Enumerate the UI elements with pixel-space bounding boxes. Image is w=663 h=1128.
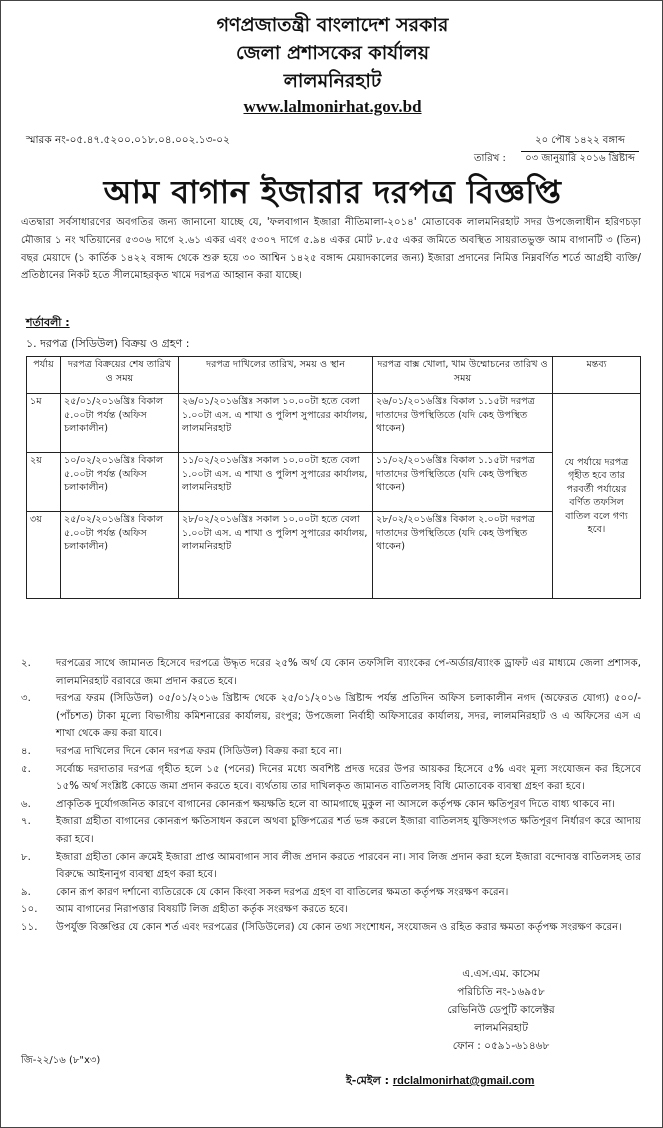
item-number: ৬.: [21, 798, 31, 810]
list-item: [21, 743, 641, 761]
item-number: ৩.: [21, 693, 31, 705]
list-item: [21, 690, 641, 743]
schedule-table: [26, 356, 641, 599]
item-text: ইজারা গ্রহীতা বাগানের কোনরূপ ক্ষতিসাধন করলে অথবা চুক্তিপত্রের শর্ত ভঙ্গ করলে ইজারা বাতিলসহ যুক্তিসংগত ক্ষতিপূরণ নির্ধারণ করে আদায় করা হবে।: [56, 816, 641, 845]
col-header-submit: দরপত্র দাখিলের তারিখ, সময় ও স্থান: [179, 357, 373, 394]
item-text: ইজারা গ্রহীতা কোন ক্রমেই ইজারা প্রাপ্ত আমবাগান সাব লীজ প্রদান করতে পারবেন না। সাব লিজ প্রদান করা হলে ইজারা বন্দোবস্ত বাতিলসহ তার বিরুদ্ধে আইনানুগ ব্যবস্থা গ্রহণ করা হবে।: [56, 851, 641, 881]
list-item: [21, 761, 641, 796]
print-reference: জি-২২/১৬ (৮"x৩): [21, 1055, 101, 1066]
item-number: ১০.: [21, 904, 38, 916]
list-item: [21, 919, 641, 937]
item-number: ২.: [21, 658, 31, 669]
notice-title: আম বাগান ইজারার দরপত্র বিজ্ঞপ্তি: [103, 173, 562, 211]
date-english: ০৩ জানুয়ারি ২০১৬ খ্রিষ্টাব্দ: [525, 153, 635, 164]
item-text: দরপত্র দাখিলের দিনে কোন দরপত্র ফরম (সিডিউল) বিক্রয় করা হবে না।: [56, 745, 342, 757]
sale-cell: ১০/০২/২০১৬খ্রিঃ বিকাল ৫.০০টা পর্যন্ত (অফিস চলাকালীন): [61, 453, 179, 512]
item-text: সর্বোচ্চ দরদাতার দরপত্র গৃহীত হলে ১৫ (পনের) দিনের মধ্যে অবশিষ্ট প্রদত্ত দরের উপর আয়কর হিসেবে ৫% এবং মূল্য সংযোজন কর হিসেবে ১৫% অর্থ সংশ্লিষ্ট কোডে জমা প্রদান করতে হবে। ব্যর্থতায় তার দাখিলকৃত জামানত বাতিলসহ বিধি মোতাবেক ব্যবস্থা গ্রহণ করা হবে।: [56, 763, 641, 793]
item-text: দরপত্র ফরম (সিডিউল) ০৫/০১/২০১৬ খ্রিষ্টাব্দ থেকে ২৫/০১/২০১৬ খ্রিষ্টাব্দ পর্যন্ত প্রতিদিন অফিস চলাকালীন নগদ (অফেরত যোগ্য) ৫০০/- (পাঁচশত) টাকা মূল্যে বিভাগীয় কমিশনারের কার্যালয়, রংপুর; উপজেলা নির্বাহী অফিসারের কার্যালয়, সদর, লালমনিরহাট ও এ অফিসের এস এ শাখা থেকে ক্রয় করা যাবে।: [56, 693, 641, 740]
remark-cell: যে পর্যায়ে দরপত্র গৃহীত হবে তার পরবর্তী পর্যায়ের বর্ণিত তফসিল বাতিল বলে গণ্য হবে।: [553, 394, 641, 599]
office-name: জেলা প্রশাসকের কার্যালয়: [235, 42, 430, 64]
signature-block: [381, 965, 621, 1055]
table-row: [27, 453, 641, 512]
open-cell: ১১/০২/২০১৬খ্রিঃ বিকাল ১.১৫টা দরপত্র দাতাদের উপস্থিতিতে (যদি কেহ উপস্থিত থাকেন): [373, 453, 553, 512]
item-text: কোন রূপ কারণ দর্শানো ব্যতিরেকে যে কোন কিংবা সকল দরপত্র গ্রহণ বা বাতিলের ক্ষমতা কর্তৃপক্ষ সংরক্ষণ করেন।: [56, 886, 509, 898]
memo-number: স্মারক নং-০৫.৪৭.৫২০০.০১৮.০৪.০০২.১৩-০২: [26, 134, 230, 146]
list-item: [21, 796, 641, 814]
email-line: [346, 1072, 534, 1091]
signatory-phone: ফোন : ০৫৯১-৬১৪৬৮: [452, 1040, 550, 1052]
list-item: [21, 849, 641, 884]
date-label: তারিখ :: [474, 153, 506, 164]
submit-cell: ২৮/০২/২০১৬খ্রিঃ সকাল ১০.০০টা হতে বেলা ১.০০টা এস. এ শাখা ও পুলিশ সুপারের কার্যালয়, লালমনিরহাট: [179, 512, 373, 599]
col-header-remark: মন্তব্য: [553, 357, 641, 394]
conditions-heading: শর্তাবলী :: [26, 316, 70, 329]
item-number: ৫.: [21, 763, 31, 775]
phase-cell: ২য়: [27, 453, 61, 512]
signatory-name: এ.এস.এম. কাসেম: [462, 968, 540, 980]
intro-paragraph: এতদ্বারা সর্বসাধারণের অবগতির জন্য জানানো যাচ্ছে যে, 'ফলবাগান ইজারা নীতিমালা-২০১৪' মোতাবেক লালমনিরহাট সদর উপজেলাধীন হরিণচড়া মৌজার ১ নং খতিয়ানের ৫৩০৬ দাগে ২.৬১ একর এবং ৫৩০৭ দাগে ৫.৯৪ একর মোট ৮.৫৫ একর জমিতে অবস্থিত সায়রাতভুক্ত আম বাগানটি ৩ (তিন) বছর মেয়াদে (১ কার্তিক ১৪২২ বঙ্গাব্দ থেকে শুরু হয়ে ৩০ আশ্বিন ১৪২৫ বঙ্গাব্দ মেয়াদকালের জন্য) ইজারা প্রদানের নিমিত্ত নিম্নবর্ণিত শর্তে আগ্রহী ব্যক্তি/প্রতিষ্ঠানের নিকট হতে সীলমোহরকৃত খামে দরপত্র আহ্বান করা যাচ্ছে।: [21, 217, 641, 282]
item-number: ৯.: [21, 886, 31, 898]
sale-cell: ২৫/০২/২০১৬খ্রিঃ বিকাল ৫.০০টা পর্যন্ত (অফিস চলাকালীন): [61, 512, 179, 599]
email-link[interactable]: rdclalmonirhat@gmail.com: [392, 1075, 535, 1087]
signatory-id: পরিচিতি নং-১৬৯৫৮: [457, 986, 545, 998]
submit-cell: ১১/০২/২০১৬খ্রিঃ সকাল ১০.০০টা হতে বেলা ১.০০টা এস. এ শাখা ও পুলিশ সুপারের কার্যালয়, লালমনিরহাট: [179, 453, 373, 512]
signatory-district: লালমনিরহাট: [474, 1022, 528, 1034]
table-row: [27, 394, 641, 453]
item-text: আম বাগানের নিরাপত্তার বিষয়টি লিজ গ্রহীতা কর্তৃক সংরক্ষণ করতে হবে।: [56, 904, 349, 916]
sale-cell: ২৫/০১/২০১৬খ্রিঃ বিকাল ৫.০০টা পর্যন্ত (অফিস চলাকালীন): [61, 394, 179, 453]
item-number: ১১.: [21, 921, 38, 933]
phase-cell: ১ম: [27, 394, 61, 453]
col-header-phase: পর্যায়: [27, 357, 61, 394]
item-text: উপর্যুক্ত বিজ্ঞপ্তির যে কোন শর্ত এবং দরপত্রের (সিডিউলের) যে কোন তথ্য সংশোধন, সংযোজন ও রহিত করার ক্ষমতা কর্তৃপক্ষ সংরক্ষণ করেন।: [56, 921, 622, 933]
item-number: ৮.: [21, 851, 31, 863]
condition-1: ১. দরপত্র (সিডিউল) বিক্রয় ও গ্রহণ :: [26, 337, 190, 350]
phase-cell: ৩য়: [27, 512, 61, 599]
item-number: ৭.: [21, 816, 31, 828]
email-label: ই-মেইল :: [346, 1074, 390, 1087]
list-item: [21, 884, 641, 902]
item-text: প্রাকৃতিক দুর্যোগজনিত কারণে বাগানের কোনরূপ ক্ষয়ক্ষতি হলে বা আমগাছে মুকুল না আসলে কর্তৃপক্ষ কোন ক্ষতিপূরণ দিতে বাধ্য থাকবে না।: [56, 798, 615, 810]
government-name: গণপ্রজাতন্ত্রী বাংলাদেশ সরকার: [216, 14, 449, 36]
open-cell: ২৮/০২/২০১৬খ্রিঃ বিকাল ২.০০টা দরপত্র দাতাদের উপস্থিতিতে (যদি কেহ উপস্থিত থাকেন): [373, 512, 553, 599]
website-link[interactable]: www.lalmonirhat.gov.bd: [243, 97, 422, 116]
item-text: দরপত্রের সাথে জামানত হিসেবে দরপত্রে উদ্ধৃত দরের ২৫% অর্থ যে কোন তফসিলি ব্যাংকের পে-অর্ডার/ব্যাংক ড্রাফট এর মাধ্যমে জেলা প্রশাসক, লালমনিরহাট বরাবরে জমা প্রদান করতে হবে।: [56, 658, 641, 687]
list-item: [21, 813, 641, 848]
district-name: লালমনিরহাট: [283, 70, 382, 92]
col-header-open: দরপত্র বাক্স খোলা, খাম উম্মোচনের তারিখ ও সময়: [373, 357, 553, 394]
item-number: ৪.: [21, 745, 31, 757]
open-cell: ২৬/০১/২০১৬খ্রিঃ বিকাল ১.১৫টা দরপত্র দাতাদের উপস্থিতিতে (যদি কেহ উপস্থিত থাকেন): [373, 394, 553, 453]
conditions-list: [21, 655, 641, 937]
table-row: [27, 512, 641, 599]
list-item: [21, 901, 641, 919]
col-header-sale: দরপত্র বিক্রয়ের শেষ তারিখ ও সময়: [61, 357, 179, 394]
date-bangla: ২০ পৌষ ১৪২২ বঙ্গাব্দ: [521, 133, 639, 152]
table-header-row: [27, 357, 641, 394]
signatory-designation: রেভিনিউ ডেপুটি কালেক্টর: [447, 1004, 555, 1016]
submit-cell: ২৬/০১/২০১৬খ্রিঃ সকাল ১০.০০টা হতে বেলা ১.০০টা এস. এ শাখা ও পুলিশ সুপারের কার্যালয়, লালমনিরহাট: [179, 394, 373, 453]
list-item: [21, 655, 641, 690]
